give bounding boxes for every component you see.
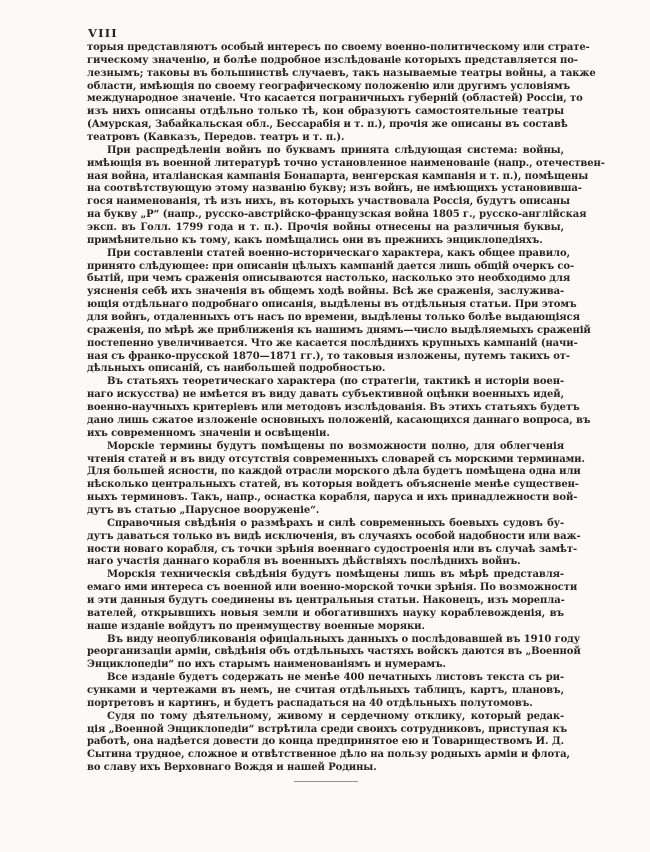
text-line: нѣсколько центральныхъ статей, въ которыя войдетъ объясненіе менѣе существен- xyxy=(87,479,579,491)
text-line: Въ статьяхъ теоретическаго характера (по стратегіи, тактикѣ и исторіи воен- xyxy=(107,376,564,388)
text-line: сунками и чертежами въ немъ, не считая отдѣльныхъ таблицъ, картъ, плановъ, xyxy=(87,684,564,696)
text-line: дутъ даваться только въ видѣ исключенія, въ случаяхъ особой надобности или важ- xyxy=(87,530,581,542)
text-line: работѣ, она надѣется довести до конца предпринятое ею и Товариществомъ И. Д. xyxy=(87,736,564,748)
text-line: Судя по тому дѣятельному, живому и сердечному отклику, который редак- xyxy=(107,710,564,722)
text-line: сраженія, по мѣрѣ же приближенія къ нашимъ днямъ—число выдѣляемыхъ сраженій xyxy=(87,324,591,336)
paragraph-9 xyxy=(87,672,564,711)
paragraph-6 xyxy=(87,517,581,569)
paragraph-2 xyxy=(87,144,605,248)
text-line: ихъ современномъ значеніи и освѣщеніи. xyxy=(87,427,330,439)
text-line: ная война, италіанская кампанія Бонапарта, венгерская кампанія и т. п.), помѣщены xyxy=(87,170,589,182)
text-line: Справочныя свѣдѣнія о размѣрахъ и силѣ современныхъ боевыхъ судовъ бу- xyxy=(107,517,564,529)
text-line: во славу ихъ Верховнаго Вождя и нашей Родины. xyxy=(87,762,377,774)
text-line: наго искусства) не имѣется въ виду давать субъективной оцѣнки военныхъ идей, xyxy=(87,389,564,401)
text-line: театровъ (Кавказъ, Передов. театръ и т. п.). xyxy=(87,132,345,144)
paragraph-1 xyxy=(87,42,596,145)
paragraph-8 xyxy=(87,633,581,673)
text-line: военно-научныхъ критеріевъ или методовъ изслѣдованія. Въ этихъ статьяхъ будетъ xyxy=(87,402,580,414)
paragraph-10 xyxy=(87,710,570,775)
text-line: ція „Военной Энциклопедіи“ встрѣтила среди своихъ сотрудниковъ, приступая къ xyxy=(87,723,568,735)
text-line: гося наименованія, тѣ изъ нихъ, въ которыхъ участвовала Россія, будутъ описаны xyxy=(87,196,570,208)
text-line: дѣльныхъ описаній, съ наибольшей подробностью. xyxy=(87,363,386,375)
text-line: ности новаго корабля, съ точки зрѣнія военнаго судостроенія или въ случаѣ замѣт- xyxy=(87,543,577,555)
text-line: области, имѣющія по своему географическому положенію или другимъ условіямъ xyxy=(87,80,571,92)
text-line: (Амурская, Забайкальская обл., Бессарабія и т. п.), прочія же описаны въ составѣ xyxy=(87,119,568,131)
text-line: на соотвѣтствующую этому названію букву; изъ войнъ, не имѣющихъ установивша- xyxy=(87,183,582,195)
text-line: Все изданіе будетъ содержать не менѣе 400 печатныхъ листовъ текста съ ри- xyxy=(107,672,564,684)
text-line: чтенія статей и въ виду отсутствія современныхъ словарей съ морскими терминами. xyxy=(87,453,585,465)
text-line: При распредѣленіи войнъ по буквамъ принята слѣдующая система: войны, xyxy=(107,144,564,156)
text-line: дутъ въ статью „Парусное вооруженіе“. xyxy=(87,504,320,516)
paragraphs-container xyxy=(87,42,605,775)
text-line: наше изданіе войдутъ по преимуществу военные моряки. xyxy=(87,620,425,632)
paragraph-4 xyxy=(87,376,591,440)
text-line: лезнымъ; таковы въ большинствѣ случаевъ, такъ называемые театры войны, а также xyxy=(87,67,596,79)
text-line: примѣнительно къ тому, какъ помѣщались они въ прежнихъ энциклопедіяхъ. xyxy=(87,234,543,246)
text-line: ныхъ терминовъ. Такъ, напр., оснастка корабля, паруса и ихъ принадлежности вой- xyxy=(87,492,578,504)
text-line: Энциклопедіи“ по ихъ старымъ наименованіямъ и нумерамъ. xyxy=(87,659,446,671)
paragraph-5 xyxy=(87,440,585,518)
text-line: реорганизаціи арміи, свѣдѣнія объ отдѣльныхъ частяхъ войскъ даются въ „Военной xyxy=(87,646,581,658)
text-line: При составленіи статей военно-историческаго характера, какъ общее правило, xyxy=(107,247,570,259)
body-text-block xyxy=(87,42,605,782)
text-line: Морскіе термины будутъ помѣщены по возможности полно, для облегченія xyxy=(107,440,564,452)
text-line: эксп. въ Голл. 1799 года и т. п.). Прочія войны отнесены на различныя буквы, xyxy=(87,222,564,234)
text-line: и эти данныя будутъ соединены въ центральныя статьи. Наконецъ, изъ морепла- xyxy=(87,594,565,606)
text-line: изъ нихъ описаны отдѣльно только тѣ, кои образуютъ самостоятельные театры xyxy=(87,106,564,118)
text-line: международное значеніе. Что касается пограничныхъ губерній (областей) Россіи, то xyxy=(87,93,583,105)
text-line: портретовъ и картинъ, и будетъ распадаться на 40 отдѣльныхъ полутомовъ. xyxy=(87,697,533,709)
text-line: гическому значенію, и болѣе подробное изслѣдованіе которыхъ представляется по- xyxy=(87,54,578,66)
text-line: бытій, при чемъ сраженія описываются настолько, насколько это необходимо для xyxy=(87,273,571,285)
text-line: для войнъ, отдаленныхъ отъ насъ по времени, выдѣлены только болѣе выдающіяся xyxy=(87,312,580,324)
end-of-text-rule xyxy=(294,781,358,782)
text-line: Для большей ясности, по каждой отрасли морского дѣла будетъ помѣщена одна или xyxy=(87,466,581,478)
text-line: на букву „Р“ (напр., русско-австрійско-французская война 1805 г., русско-англійская xyxy=(87,209,587,221)
text-line: Морскія техническія свѣдѣнія будутъ помѣщены лишь въ мѣрѣ представля- xyxy=(107,569,564,581)
text-line: Въ виду неопубликованія офиціальныхъ данныхъ о послѣдовавшей въ 1910 году xyxy=(107,633,581,645)
text-line: торыя представляютъ особый интересъ по своему военно-политическому или страте- xyxy=(87,42,590,53)
text-line: наго участія даннаго корабля въ военныхъ дѣйствіяхъ послѣднихъ войнъ. xyxy=(87,556,521,568)
text-line: вателей, открывшихъ новыя земли и обогатившихъ науку кораблевожденія, въ xyxy=(87,607,564,619)
text-line: Сытина трудное, сложное и отвѣтственное дѣло на пользу родныхъ арміи и флота, xyxy=(87,749,570,761)
text-line: постепенно увеличивается. Что же касается послѣднихъ крупныхъ кампаній (начи- xyxy=(87,337,578,349)
paragraph-7 xyxy=(87,569,578,633)
page-number: VIII xyxy=(88,26,118,40)
text-line: емаго ими интереса съ военной или военно-морской точки зрѣнія. По возможности xyxy=(87,582,578,594)
text-line: уясненія себѣ ихъ значенія въ общемъ ходѣ войны. Всѣ же сраженія, заслужива- xyxy=(87,286,564,298)
text-line: имѣющія въ военной литературѣ точно установленное наименованіе (напр., отечествен- xyxy=(87,157,605,169)
text-line: принято слѣдующее: при описаніи цѣлыхъ кампаній дается лишь общій очеркъ со- xyxy=(87,260,575,272)
text-line: ющія отдѣльнаго подробнаго описанія, выдѣлены въ отдѣльныя статьи. При этомъ xyxy=(87,299,577,311)
paragraph-3 xyxy=(87,247,591,377)
text-line: ная съ франко-прусской 1870—1871 гг.), то таковыя изложены, путемъ такихъ от- xyxy=(87,350,570,362)
text-line: дано лишь сжатое изложеніе основныхъ положеній, касающихся даннаго вопроса, въ xyxy=(87,414,591,426)
